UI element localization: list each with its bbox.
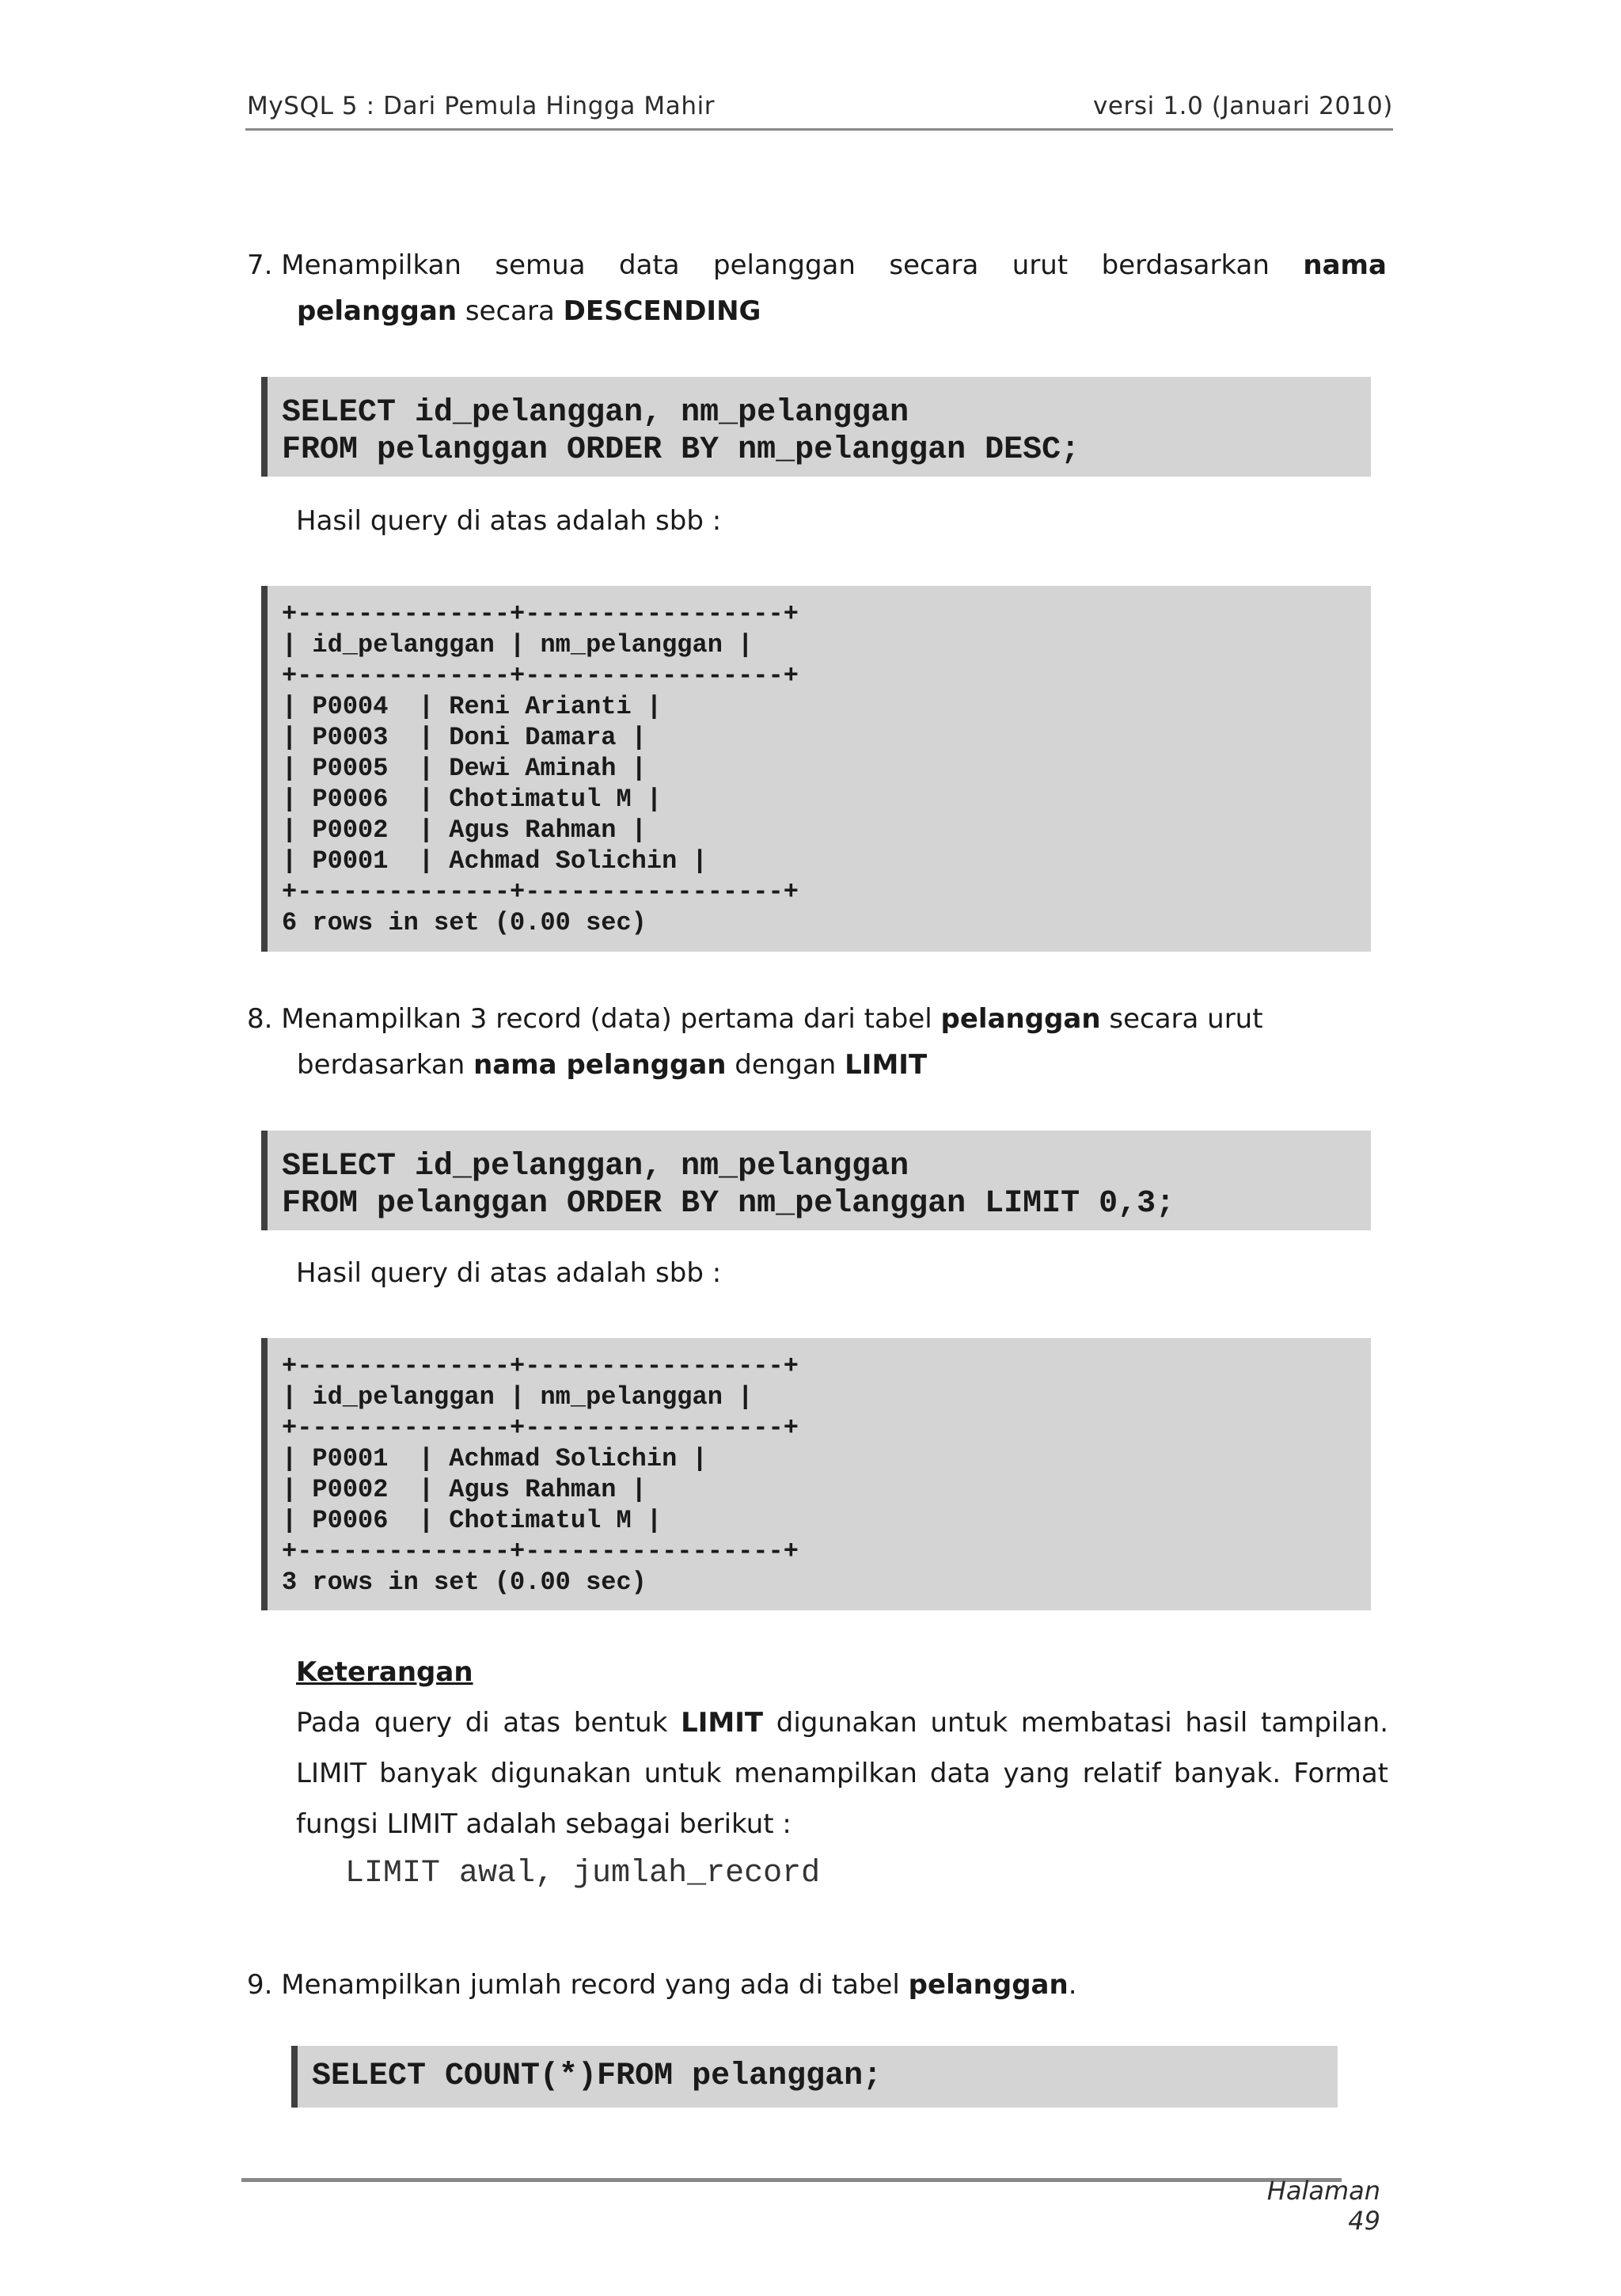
result-block-7: +--------------+-----------------+ | id_pelanggan | nm_pelanggan | +--------------+-----------------+ | P0004 | Reni Arianti | | P0003 | Doni Damara | | P0005 | Dewi Aminah | | P0006 | Chotimatul M | | P0002 | Agus Rahman | | P0001 | Achmad Solichin | +--------------+-----------------+ 6 rows in set (0.00 sec)	[261, 586, 1371, 952]
item-7-word: semua	[495, 249, 586, 281]
item-7-bold-word: nama	[1303, 249, 1387, 281]
item-7-word: berdasarkan	[1101, 249, 1270, 281]
item-7-line-2: pelanggan secara DESCENDING	[297, 295, 761, 327]
code-line: FROM pelanggan ORDER BY nm_pelanggan DESC;	[282, 432, 1080, 468]
code-line: SELECT id_pelanggan, nm_pelanggan	[282, 395, 909, 431]
item-7-word: Menampilkan	[281, 249, 461, 281]
footer-rule	[241, 2178, 1342, 2182]
keterangan-paragraph: Pada query di atas bentuk LIMIT digunakan untuk membatasi hasil tampilan. LIMIT banyak digunakan untuk menampilkan data yang relatif banyak. Format fungsi LIMIT adalah sebagai berikut :	[296, 1707, 1388, 1840]
page-header	[247, 92, 1393, 120]
code-block-query-7	[261, 377, 1371, 477]
header-rule	[245, 128, 1393, 131]
code-line: SELECT COUNT(*)FROM pelanggan;	[312, 2058, 883, 2094]
keterangan-title: Keterangan	[296, 1656, 473, 1688]
item-9-number: 9.	[247, 1969, 273, 2001]
header-book-title: MySQL 5 : Dari Pemula Hingga Mahir	[247, 92, 716, 120]
item-7-word: data	[619, 249, 680, 281]
item-7-word: urut	[1012, 249, 1069, 281]
result-block-8: +--------------+-----------------+ | id_pelanggan | nm_pelanggan | +--------------+-----------------+ | P0001 | Achmad Solichin | | P0002 | Agus Rahman | | P0006 | Chotimatul M | +--------------+-----------------+ 3 rows in set (0.00 sec)	[261, 1338, 1371, 1610]
result-label-8: Hasil query di atas adalah sbb :	[296, 1257, 722, 1289]
item-7-number: 7.	[247, 249, 273, 281]
item-7-word: pelanggan	[713, 249, 856, 281]
code-block-query-9	[291, 2046, 1338, 2108]
item-7-word: secara	[889, 249, 979, 281]
code-line: FROM pelanggan ORDER BY nm_pelanggan LIMIT 0,3;	[282, 1186, 1175, 1222]
item-7-line-1	[247, 242, 1387, 288]
page-number: Halaman 49	[1266, 2176, 1380, 2236]
limit-syntax: LIMIT awal, jumlah_record	[345, 1856, 821, 1891]
item-8	[247, 996, 1263, 1088]
item-7	[247, 242, 1387, 334]
result-label-7: Hasil query di atas adalah sbb :	[296, 505, 722, 537]
item-8-line-1: 8. Menampilkan 3 record (data) pertama dari tabel pelanggan secara urut	[247, 1003, 1263, 1035]
item-8-number: 8.	[247, 1003, 273, 1035]
header-version: versi 1.0 (Januari 2010)	[1092, 92, 1393, 120]
item-8-line-2: berdasarkan nama pelanggan dengan LIMIT	[297, 1049, 928, 1081]
code-line: SELECT id_pelanggan, nm_pelanggan	[282, 1149, 909, 1184]
item-9: 9. Menampilkan jumlah record yang ada di tabel pelanggan.	[247, 1969, 1077, 2001]
code-block-query-8	[261, 1131, 1371, 1230]
